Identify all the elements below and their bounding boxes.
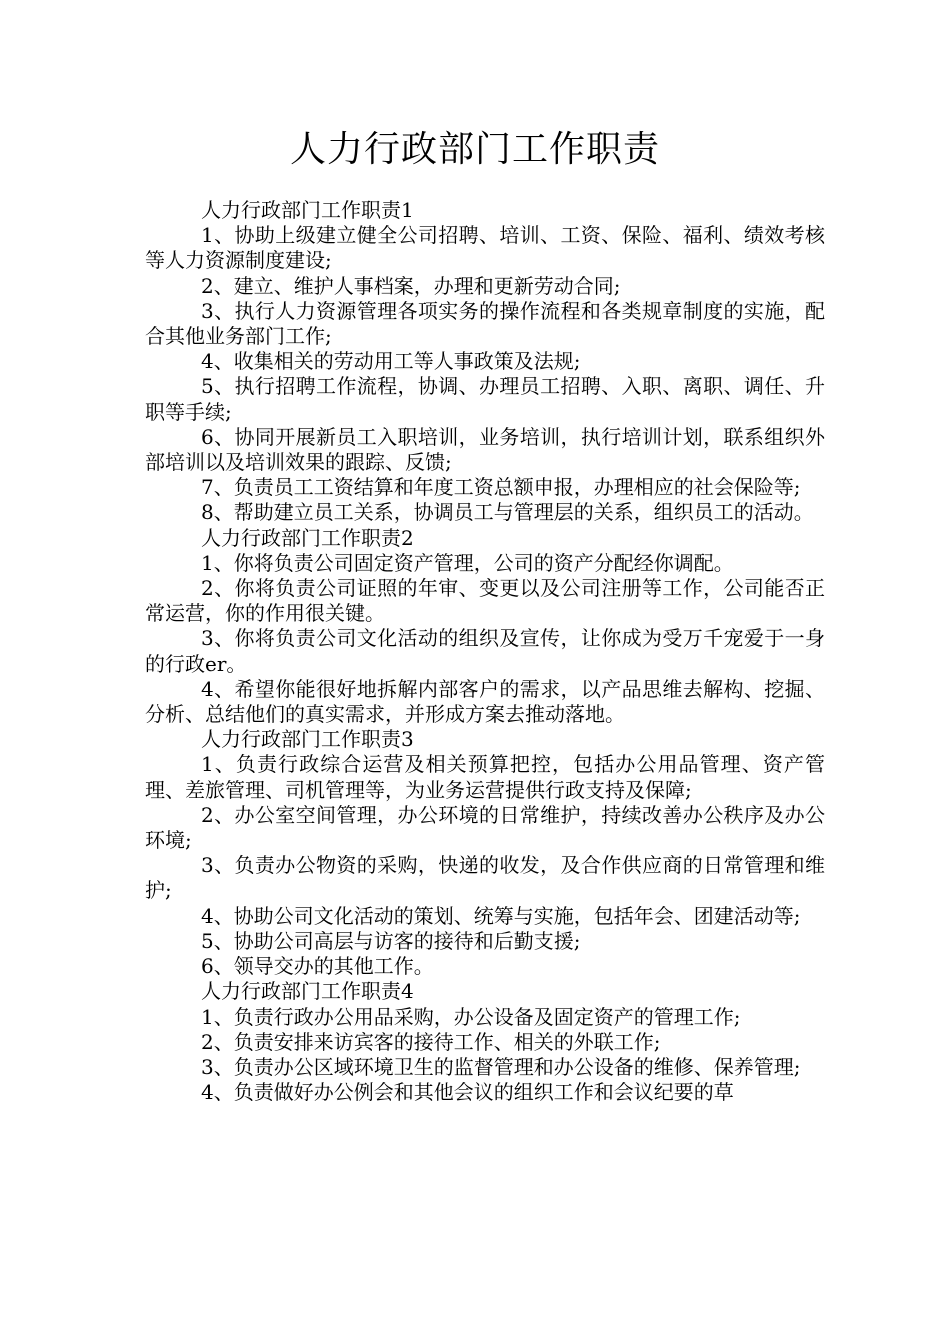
paragraph: 4、负责做好办公例会和其他会议的组织工作和会议纪要的草 xyxy=(201,1080,734,1105)
paragraph: 7、负责员工工资结算和年度工资总额申报，办理相应的社会保险等; xyxy=(201,475,801,500)
section-heading: 人力行政部门工作职责1 xyxy=(201,198,414,222)
paragraph: 1、你将负责公司固定资产管理，公司的资产分配经你调配。 xyxy=(201,550,734,575)
paragraph: 1、协助上级建立健全公司招聘、培训、工资、保险、福利、绩效考核等人力资源制度建设; xyxy=(145,223,825,273)
paragraph: 3、负责办公物资的采购，快递的收发，及合作供应商的日常管理和维护; xyxy=(145,853,825,903)
paragraph: 2、你将负责公司证照的年审、变更以及公司注册等工作，公司能否正常运营，你的作用很关键。 xyxy=(145,576,825,626)
paragraph: 3、负责办公区域环境卫生的监督管理和办公设备的维修、保养管理; xyxy=(201,1054,801,1079)
paragraph: 1、负责行政办公用品采购，办公设备及固定资产的管理工作; xyxy=(201,1004,741,1029)
section-heading: 人力行政部门工作职责4 xyxy=(201,979,414,1004)
paragraph: 2、负责安排来访宾客的接待工作、相关的外联工作; xyxy=(201,1029,661,1054)
paragraph: 2、办公室空间管理，办公环境的日常维护，持续改善办公秩序及办公环境; xyxy=(145,802,825,853)
paragraph: 8、帮助建立员工关系，协调员工与管理层的关系，组织员工的活动。 xyxy=(201,500,814,525)
section-heading: 人力行政部门工作职责2 xyxy=(201,525,414,550)
page-title: 人力行政部门工作职责 xyxy=(289,129,660,170)
paragraph: 5、协助公司高层与访客的接待和后勤支援; xyxy=(201,928,581,953)
paragraph: 5、执行招聘工作流程，协调、办理员工招聘、入职、离职、调任、升职等手续; xyxy=(145,374,825,424)
paragraph: 4、协助公司文化活动的策划、统筹与实施，包括年会、团建活动等; xyxy=(201,903,801,928)
paragraph: 4、希望你能很好地拆解内部客户的需求，以产品思维去解构、挖掘、分析、总结他们的真实需求，并形成方案去推动落地。 xyxy=(145,676,825,727)
section-heading: 人力行政部门工作职责3 xyxy=(201,727,414,752)
paragraph: 3、你将负责公司文化活动的组织及宣传，让你成为受万千宠爱于一身的行政er。 xyxy=(145,626,825,676)
paragraph: 4、收集相关的劳动用工等人事政策及法规; xyxy=(201,349,581,374)
paragraph: 2、建立、维护人事档案，办理和更新劳动合同; xyxy=(201,273,621,298)
document-body xyxy=(145,198,825,1105)
paragraph: 3、执行人力资源管理各项实务的操作流程和各类规章制度的实施，配合其他业务部门工作; xyxy=(145,298,825,349)
paragraph: 6、领导交办的其他工作。 xyxy=(201,954,434,979)
paragraph: 6、协同开展新员工入职培训，业务培训，执行培训计划，联系组织外部培训以及培训效果的跟踪、反馈; xyxy=(145,424,825,475)
paragraph: 1、负责行政综合运营及相关预算把控，包括办公用品管理、资产管理、差旅管理、司机管理等，为业务运营提供行政支持及保障; xyxy=(145,752,825,802)
